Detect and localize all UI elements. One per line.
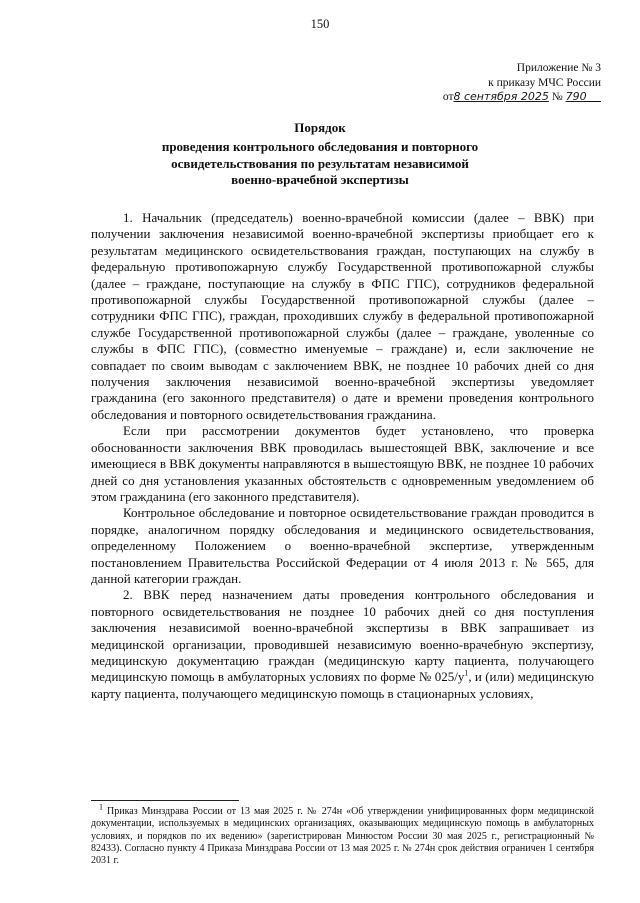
title-line-1: проведения контрольного обследования и повторного	[161, 138, 479, 154]
title-line-2: освидетельствования по результатам независимой	[171, 155, 469, 171]
handwritten-date: 8 сентября 2025	[453, 90, 549, 103]
footnote-marker: 1	[99, 802, 103, 812]
paragraph-1: 1. Начальник (председатель) военно-врачебной комиссии (далее – ВВК) при получении заключения независимой военно-врачебной экспертизы приобщает его к результатам медицинского освидетельствования граждан, поступающих на службу в федеральную противопожарную службу Государственной противопожарной службы (далее – граждане, поступающие на службу в ФПС ГПС), сотрудников федеральной противопожарной службы Государственной противопожарной службы (далее – сотрудники ФПС ГПС), граждан, проходивших службу в федеральной противопожарной службе Государственной противопожарной службы (далее – граждане, уволенные со службы в ФПС ГПС), (совместно именуемые – граждане) и, если заключение не совпадает по своим выводам с заключением ВВК, не позднее 10 рабочих дней со дня получения заключения независимой военно-врачебной экспертизы уведомляет гражданина (его законного представителя) о дате и времени проведения контрольного обследования и повторного освидетельствования гражданина.	[91, 210, 594, 422]
appendix-line-1: Приложение № 3	[516, 62, 601, 74]
appendix-date-line	[426, 90, 601, 105]
footnote-divider	[91, 800, 239, 801]
document-title	[100, 120, 540, 189]
appendix-header	[426, 61, 601, 105]
paragraph-4-part-2: , и (или) медицинскую карту пациента, получающего медицинскую помощь в стационарных условиях,	[91, 669, 594, 701]
footnote-reference: 1	[464, 669, 469, 679]
handwritten-number: 790	[565, 90, 587, 103]
number-prefix: №	[551, 91, 563, 103]
date-prefix: от	[442, 91, 454, 103]
appendix-line-2: к приказу МЧС России	[488, 76, 601, 89]
paragraph-2: Если при рассмотрении документов будет установлено, что проверка обоснованности заключения ВВК проводилась вышестоящей ВВК, заключение и все имеющиеся в ВВК документы направляются в вышестоящую ВВК, не позднее 10 рабочих дней со дня установления указанных обстоятельств с одновременным уведомлением об этом гражданина (его законного представителя).	[91, 423, 594, 504]
page-number: 150	[310, 17, 330, 31]
paragraph-4-part-1: 2. ВВК перед назначением даты проведения контрольного обследования и повторного освидетельствования не позднее 10 рабочих дней со дня поступления заключения независимой военно-врачебной экспертизы в ВВК запрашивает из медицинской организации, проводившей независимую военно-врачебную экспертизу, медицинскую документацию граждан (медицинскую карту пациента, получающего медицинскую помощь в амбулаторных условиях по форме № 025/у	[91, 587, 594, 685]
document-body	[91, 210, 594, 702]
paragraph-3: Контрольное обследование и повторное освидетельствование граждан проводится в порядке, аналогичном порядку обследования и медицинского освидетельствования, определенному Положением о военно-врачебной экспертизе, утвержденным постановлением Правительства Российской Федерации от 4 июля 2013 г. № 565, для данной категории граждан.	[91, 505, 594, 586]
footnote-text: Приказ Минздрава России от 13 мая 2025 г. № 274н «Об утверждении унифицированных форм медицинской документации, используемых в медицинских организациях, оказывающих медицинскую помощь в амбулаторных условиях, и порядков по их ведению» (зарегистрирован Минюстом России 30 мая 2025 г., регистрационный № 82433). Согласно пункту 4 Приказа Минздрава России от 13 мая 2025 г. № 274н срок действия ограничен 1 сентября 2031 г.	[91, 806, 594, 867]
title-line-3: военно-врачебной экспертизы	[231, 172, 409, 188]
paragraph-4	[91, 587, 594, 702]
title-heading: Порядок	[294, 120, 346, 135]
footnote	[91, 802, 594, 867]
